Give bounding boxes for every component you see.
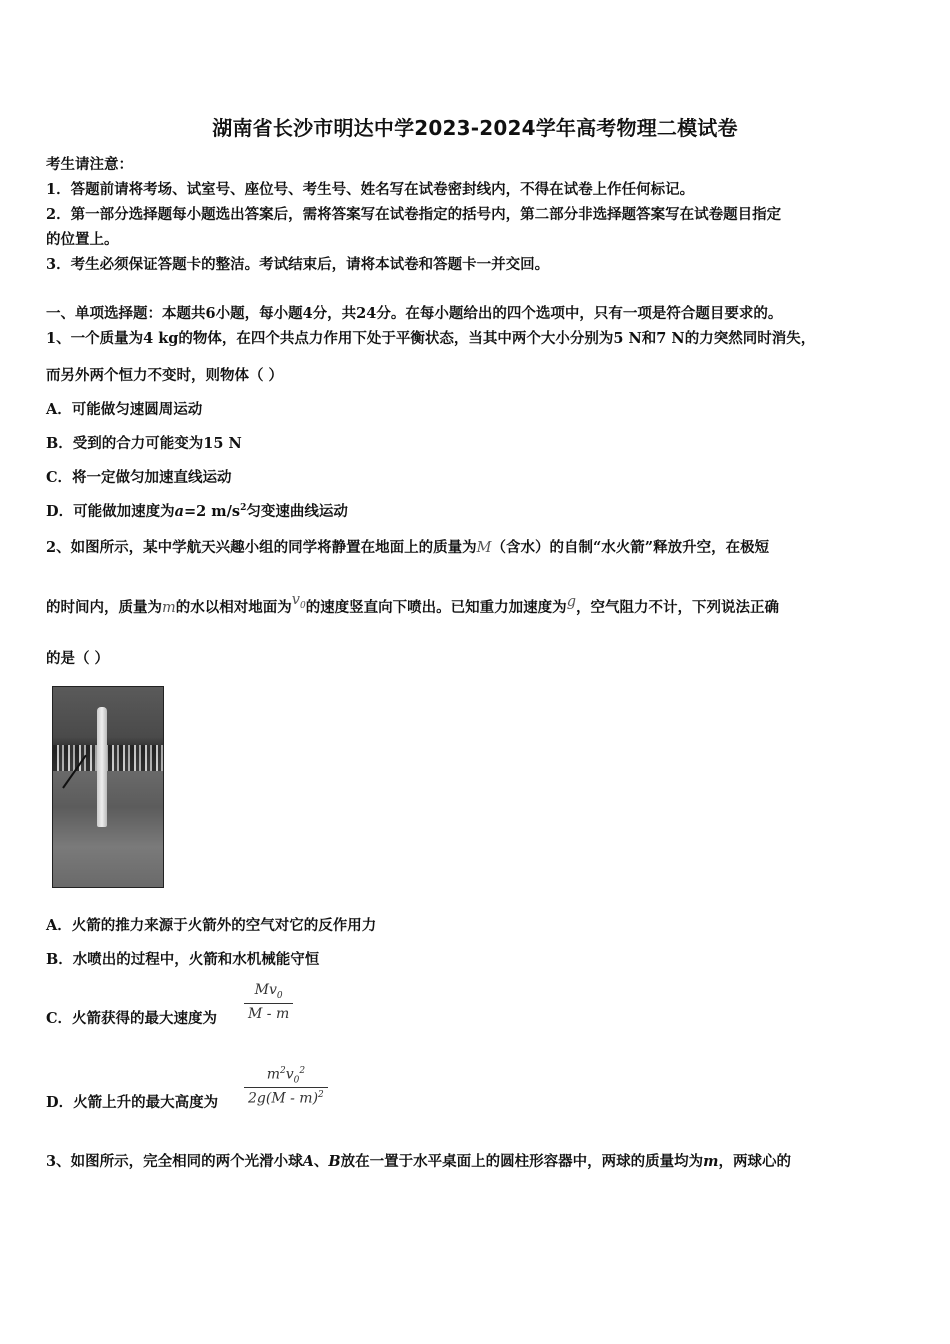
q2-option-a: A．火箭的推力来源于火箭外的空气对它的反作用力 [46,917,377,934]
q1-option-b: B．受到的合力可能变为15 N [46,435,242,452]
q3-stem-line1: 3、如图所示，完全相同的两个光滑小球A、B放在一置于水平桌面上的圆柱形容器中，两球的质量均为m，两球心的 [46,1153,791,1170]
section-heading: 一、单项选择题：本题共6小题，每小题4分，共24分。在每小题给出的四个选项中，只有一项是符合题目要求的。 [46,305,783,322]
notice-item-2: 2．第一部分选择题每小题选出答案后，需将答案写在试卷指定的括号内，第二部分非选择题答案写在试卷题目指定 [46,206,782,223]
q1-stem-line1: 1、一个质量为4 kg的物体，在四个共点力作用下处于平衡状态，当其中两个大小分别为5 N和7 N的力突然同时消失， [46,330,816,347]
q2-option-d-formula: $m^2v_0^2$ 2g(M - m)$^2$ [244,1066,328,1107]
q1-stem-line2: 而另外两个恒力不变时，则物体（ ） [46,367,284,384]
q2-stem-line2: 的时间内，质量为m的水以相对地面为$v_0$的速度竖直向下喷出。已知重力加速度为g，空气阻力不计，下列说法正确 [46,592,779,616]
notice-heading: 考生请注意： [46,156,133,173]
q1-option-d: D．可能做加速度为a=2 $m/s^2$匀变速曲线运动 [46,503,348,520]
q1-option-a: A．可能做匀速圆周运动 [46,401,203,418]
q2-stem-line3: 的是（ ） [46,650,110,667]
q2-option-c: C．火箭获得的最大速度为 [46,1010,218,1027]
q1-option-c: C．将一定做匀加速直线运动 [46,469,232,486]
q2-option-b: B．水喷出的过程中，火箭和水机械能守恒 [46,951,320,968]
q2-option-c-formula: $Mv_0$ M - m [244,982,293,1022]
notice-item-2-cont: 的位置上。 [46,231,119,248]
notice-item-1: 1．答题前请将考场、试室号、座位号、考生号、姓名写在试卷密封线内，不得在试卷上作任何标记。 [46,181,695,198]
notice-item-3: 3．考生必须保证答题卡的整洁。考试结束后，请将本试卷和答题卡一并交回。 [46,256,550,273]
q2-option-d: D．火箭上升的最大高度为 [46,1094,219,1111]
water-rocket-photo [52,686,164,888]
page-title: 湖南省长沙市明达中学2023-2024学年高考物理二模试卷 [212,116,738,140]
q2-stem-line1: 2、如图所示，某中学航天兴趣小组的同学将静置在地面上的质量为M（含水）的自制“水火箭”释放升空，在极短 [46,539,770,556]
